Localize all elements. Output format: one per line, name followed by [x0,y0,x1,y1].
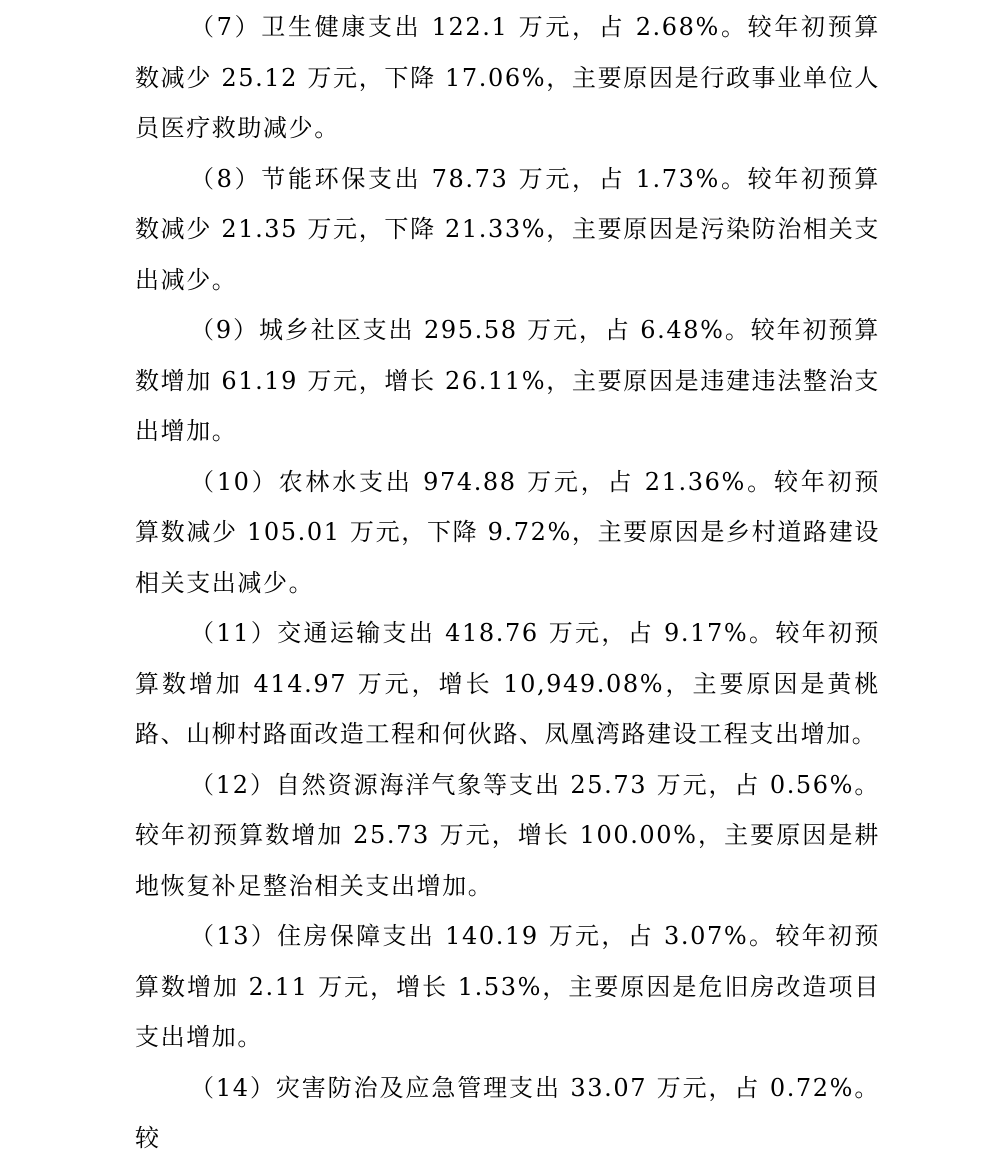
paragraph-agriculture-expenditure: （10）农林水支出 974.88 万元，占 21.36%。较年初预算数减少 105.01 万元，下降 9.72%，主要原因是乡村道路建设相关支出减少。 [135,467,880,597]
paragraph-community-expenditure: （9）城乡社区支出 295.58 万元，占 6.48%。较年初预算数增加 61.19 万元，增长 26.11%，主要原因是违建违法整治支出增加。 [135,316,880,445]
paragraph-housing-expenditure: （13）住房保障支出 140.19 万元，占 3.07%。较年初预算数增加 2.11 万元，增长 1.53%，主要原因是危旧房改造项目支出增加。 [135,922,880,1051]
document-body [135,0,880,1164]
paragraph-disaster-prevention-expenditure: （14）灾害防治及应急管理支出 33.07 万元，占 0.72%。较 [135,1073,880,1152]
paragraph-environmental-expenditure: （8）节能环保支出 78.73 万元，占 1.73%。较年初预算数减少 21.35 万元，下降 21.33%，主要原因是污染防治相关支出减少。 [135,164,880,294]
paragraph-transport-expenditure: （11）交通运输支出 418.76 万元，占 9.17%。较年初预算数增加 414.97 万元，增长 10,949.08%，主要原因是黄桃路、山柳村路面改造工程和何伙路、凤凰湾路建设工程支出增加。 [135,619,880,748]
paragraph-health-expenditure: （7）卫生健康支出 122.1 万元，占 2.68%。较年初预算数减少 25.12 万元，下降 17.06%，主要原因是行政事业单位人员医疗救助减少。 [135,13,880,142]
paragraph-natural-resources-expenditure: （12）自然资源海洋气象等支出 25.73 万元，占 0.56%。较年初预算数增加 25.73 万元，增长 100.00%，主要原因是耕地恢复补足整治相关支出增加。 [135,770,880,900]
